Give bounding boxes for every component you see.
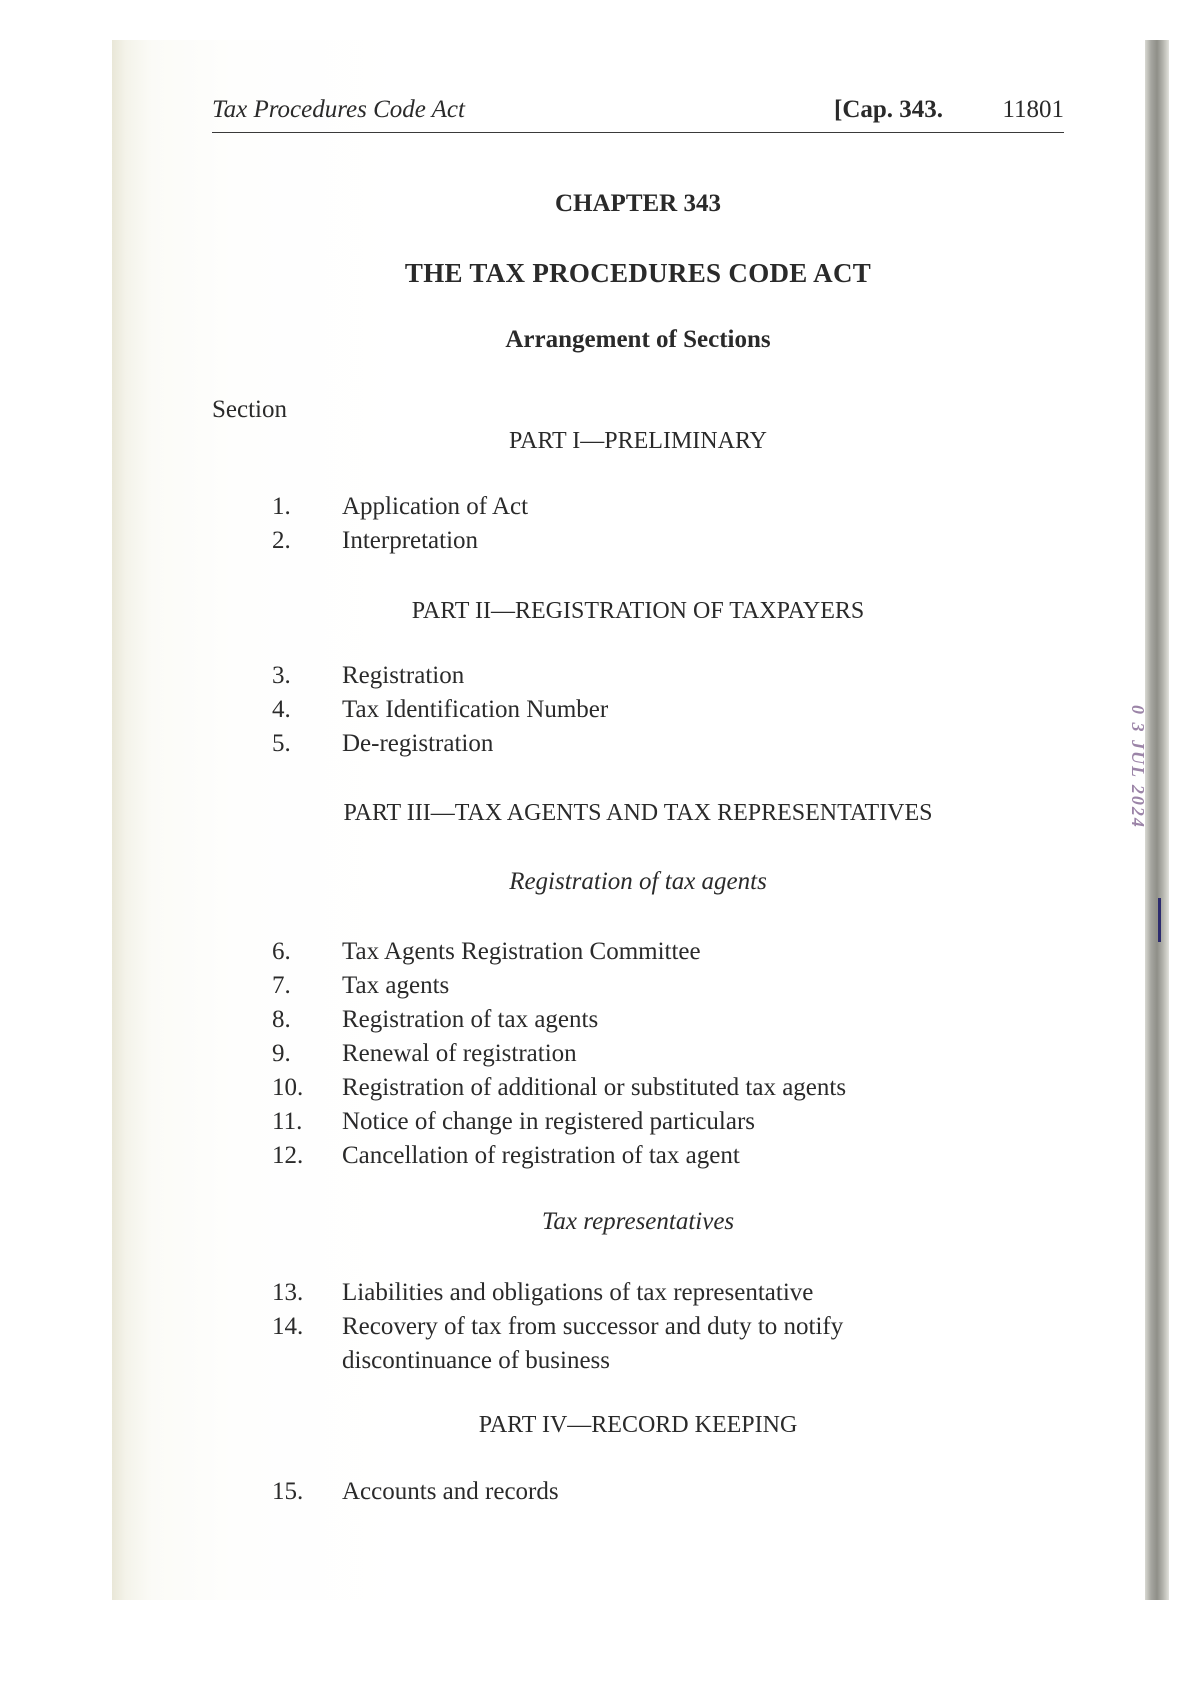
section-title: Tax Identification Number (342, 696, 609, 723)
section-entry (272, 524, 1072, 558)
section-entry (272, 1310, 1072, 1378)
section-entry (272, 1276, 1072, 1310)
part-3-heading: PART III—TAX AGENTS AND TAX REPRESENTATIVES (343, 800, 933, 826)
section-number: 3. (272, 662, 291, 689)
running-header-chapter: [Cap. 343. (834, 96, 944, 123)
received-date-stamp: 0 3 JUL 2024 (1128, 705, 1148, 829)
section-entry (272, 1003, 1072, 1037)
section-number: 1. (272, 493, 291, 520)
section-title: Liabilities and obligations of tax representative (342, 1279, 814, 1306)
section-title: Recovery of tax from successor and duty to notify discontinuance of business (342, 1313, 844, 1374)
section-entry (272, 1037, 1072, 1071)
section-entry (272, 969, 1072, 1003)
section-number: 10. (272, 1074, 304, 1101)
section-number: 7. (272, 972, 291, 999)
section-number: 12. (272, 1142, 304, 1169)
section-entry (272, 693, 1072, 727)
section-title: Registration (342, 662, 465, 689)
part-1-heading: PART I—PRELIMINARY (509, 428, 767, 454)
section-column-label: Section (212, 396, 287, 423)
section-number: 2. (272, 527, 291, 554)
subheading-tax-representatives: Tax representatives (541, 1208, 735, 1235)
part-4-heading: PART IV—RECORD KEEPING (478, 1412, 798, 1438)
arrangement-heading: Arrangement of Sections (505, 326, 771, 353)
section-number: 8. (272, 1006, 291, 1033)
section-entry (272, 935, 1072, 969)
act-title: THE TAX PROCEDURES CODE ACT (404, 258, 872, 288)
part-2-entries (272, 659, 1072, 761)
section-number: 11. (272, 1108, 303, 1135)
section-number: 6. (272, 938, 291, 965)
section-title: Cancellation of registration of tax agent (342, 1142, 740, 1169)
section-number: 14. (272, 1313, 304, 1340)
section-title: Tax Agents Registration Committee (342, 938, 701, 965)
section-title: Interpretation (342, 527, 479, 554)
section-title: Renewal of registration (342, 1040, 577, 1067)
part-3b-entries (272, 1276, 1072, 1378)
ink-mark (1158, 898, 1161, 942)
section-title: Registration of additional or substituted tax agents (342, 1074, 847, 1101)
section-entry (272, 727, 1072, 761)
section-number: 15. (272, 1478, 304, 1505)
section-entry (272, 490, 1072, 524)
section-entry (272, 1139, 1072, 1173)
section-title: Registration of tax agents (342, 1006, 599, 1033)
section-entry (272, 1071, 1072, 1105)
running-header (212, 96, 1064, 133)
section-entry (272, 1105, 1072, 1139)
section-title: Accounts and records (342, 1478, 559, 1505)
page-edge-shadow (1145, 40, 1169, 1600)
page-number: 11801 (1002, 96, 1064, 123)
part-1-entries (272, 490, 1072, 558)
section-title: Notice of change in registered particulars (342, 1108, 756, 1135)
part-3a-entries (272, 935, 1072, 1173)
section-number: 13. (272, 1279, 304, 1306)
part-4-entries (272, 1475, 1072, 1509)
section-number: 9. (272, 1040, 291, 1067)
part-2-heading: PART II—REGISTRATION OF TAXPAYERS (411, 598, 865, 624)
section-number: 4. (272, 696, 291, 723)
chapter-heading: CHAPTER 343 (555, 190, 721, 217)
section-entry (272, 659, 1072, 693)
section-title: De-registration (342, 730, 494, 757)
subheading-registration-of-tax-agents: Registration of tax agents (509, 868, 767, 895)
section-title: Tax agents (342, 972, 450, 999)
section-number: 5. (272, 730, 291, 757)
section-title: Application of Act (342, 493, 529, 520)
running-header-title: Tax Procedures Code Act (212, 96, 465, 123)
section-entry (272, 1475, 1072, 1509)
